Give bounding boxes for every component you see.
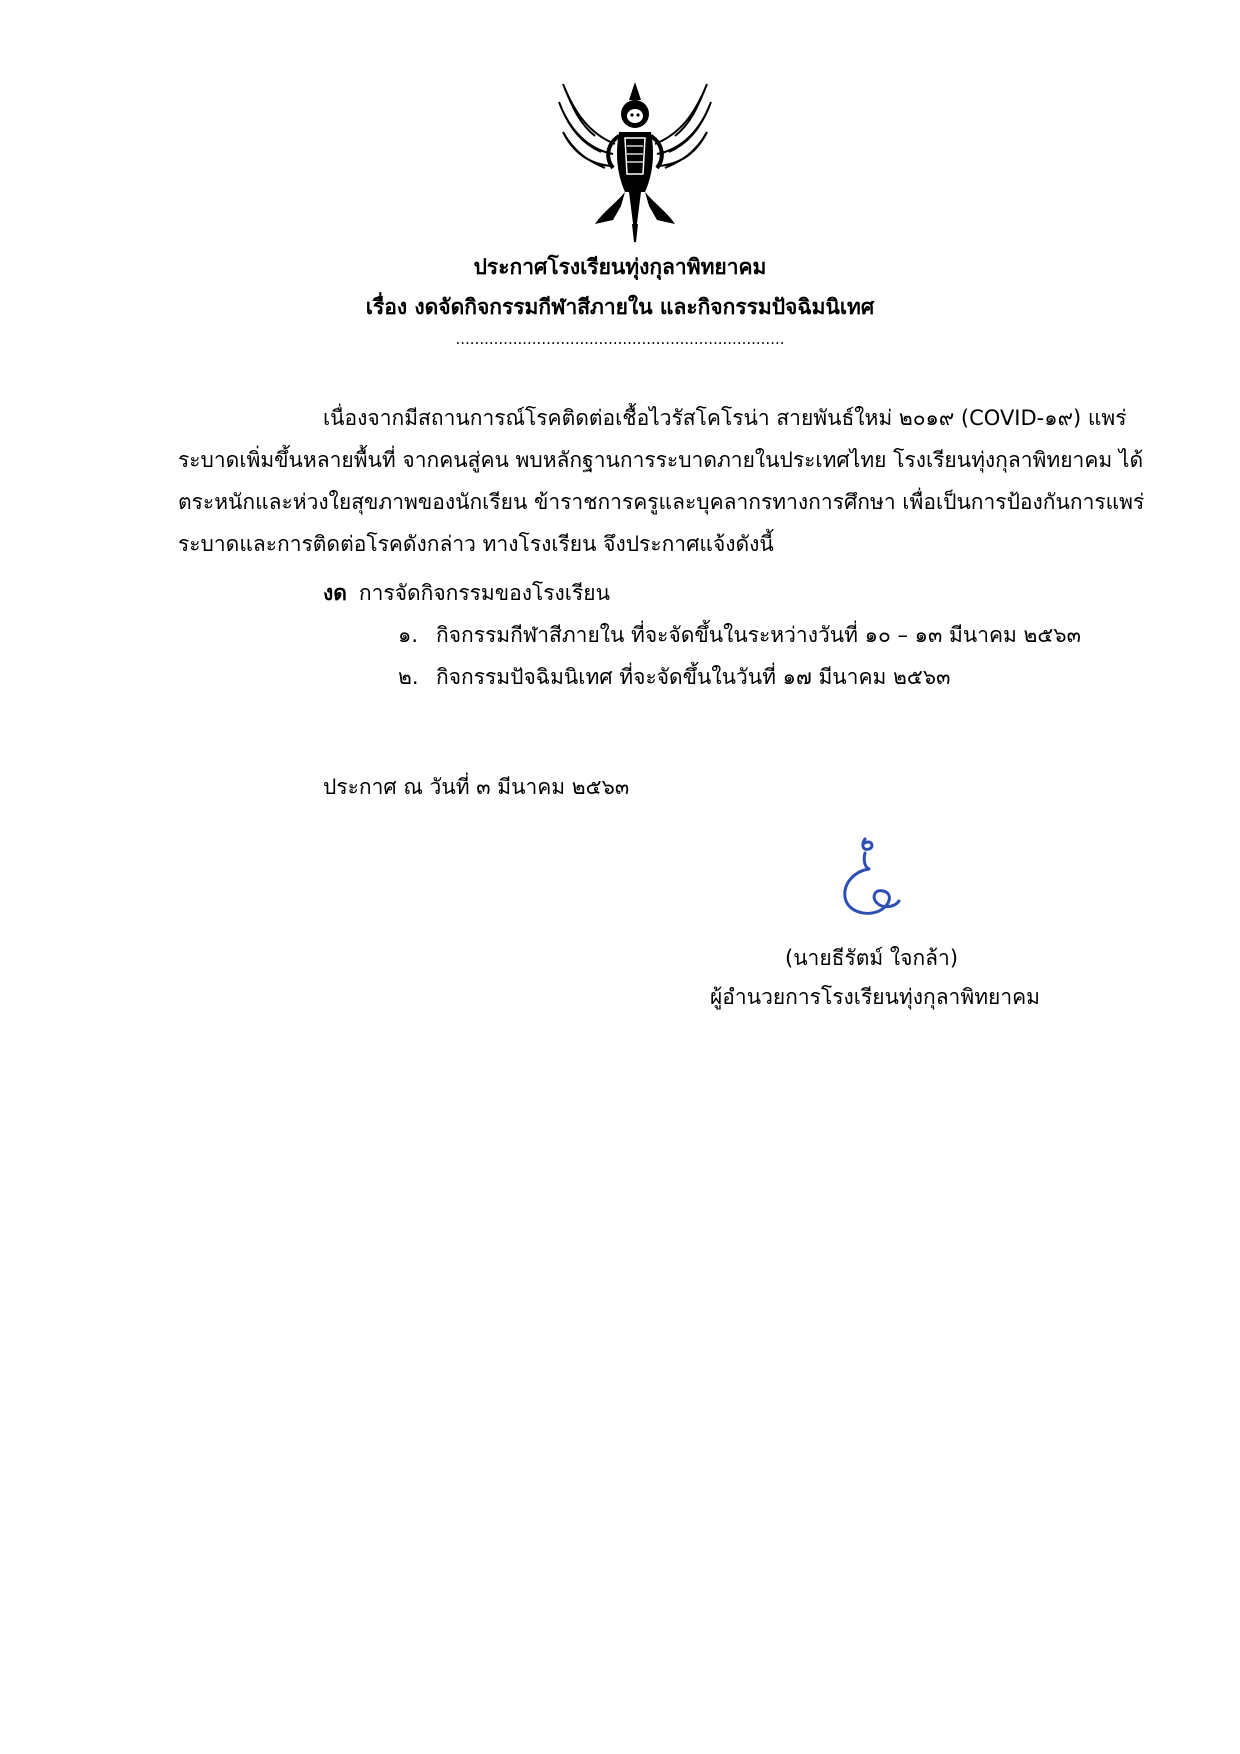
- document-title: ประกาศโรงเรียนทุ่งกุลาพิทยาคม: [473, 255, 767, 279]
- list-item-number: ๑.: [398, 623, 419, 647]
- announce-date: ประกาศ ณ วันที่ ๓ มีนาคม ๒๕๖๓: [323, 775, 630, 799]
- list-item-text: กิจกรรมกีฬาสีภายใน ที่จะจัดขึ้นในระหว่างวันที่ ๑๐ – ๑๓ มีนาคม ๒๕๖๓: [436, 623, 1081, 647]
- heading-text: การจัดกิจกรรมของโรงเรียน: [358, 581, 610, 605]
- heading-bold: งด: [323, 581, 347, 605]
- list-item-text: กิจกรรมปัจฉิมนิเทศ ที่จะจัดขึ้นในวันที่ ๑๗ มีนาคม ๒๕๖๓: [436, 665, 951, 689]
- section-heading: [323, 578, 610, 608]
- document-subject: เรื่อง งดจัดกิจกรรมกีฬาสีภายใน และกิจกรรมปัจฉิมนิเทศ: [365, 295, 875, 319]
- handwritten-signature: [835, 835, 905, 920]
- list-item-number: ๒.: [398, 665, 419, 689]
- list-item: [398, 662, 950, 692]
- signer-position: ผู้อำนวยการโรงเรียนทุ่งกุลาพิทยาคม: [710, 985, 1041, 1009]
- signer-name: (นายธีรัตม์ ใจกล้า): [785, 946, 959, 970]
- garuda-emblem-icon: [555, 74, 715, 244]
- list-item: [398, 620, 1081, 650]
- body-line-4: ระบาดและการติดต่อโรคดังกล่าว ทางโรงเรียน จึงประกาศแจ้งดังนี้: [178, 532, 774, 556]
- body-line-3: ตระหนักและห่วงใยสุขภาพของนักเรียน ข้าราชการครูและบุคลากรทางการศึกษา เพื่อเป็นการป้องกันการแพร่: [178, 490, 1145, 514]
- body-line-1: เนื่องจากมีสถานการณ์โรคติดต่อเชื้อไวรัสโคโรน่า สายพันธ์ใหม่ ๒๐๑๙ (COVID-๑๙) แพร่: [323, 406, 1127, 430]
- title-separator: .....................................................................: [455, 330, 785, 348]
- body-line-2: ระบาดเพิ่มขึ้นหลายพื้นที่ จากคนสู่คน พบหลักฐานการระบาดภายในประเทศไทย โรงเรียนทุ่งกุลาพิทยาคม ได้: [178, 448, 1144, 472]
